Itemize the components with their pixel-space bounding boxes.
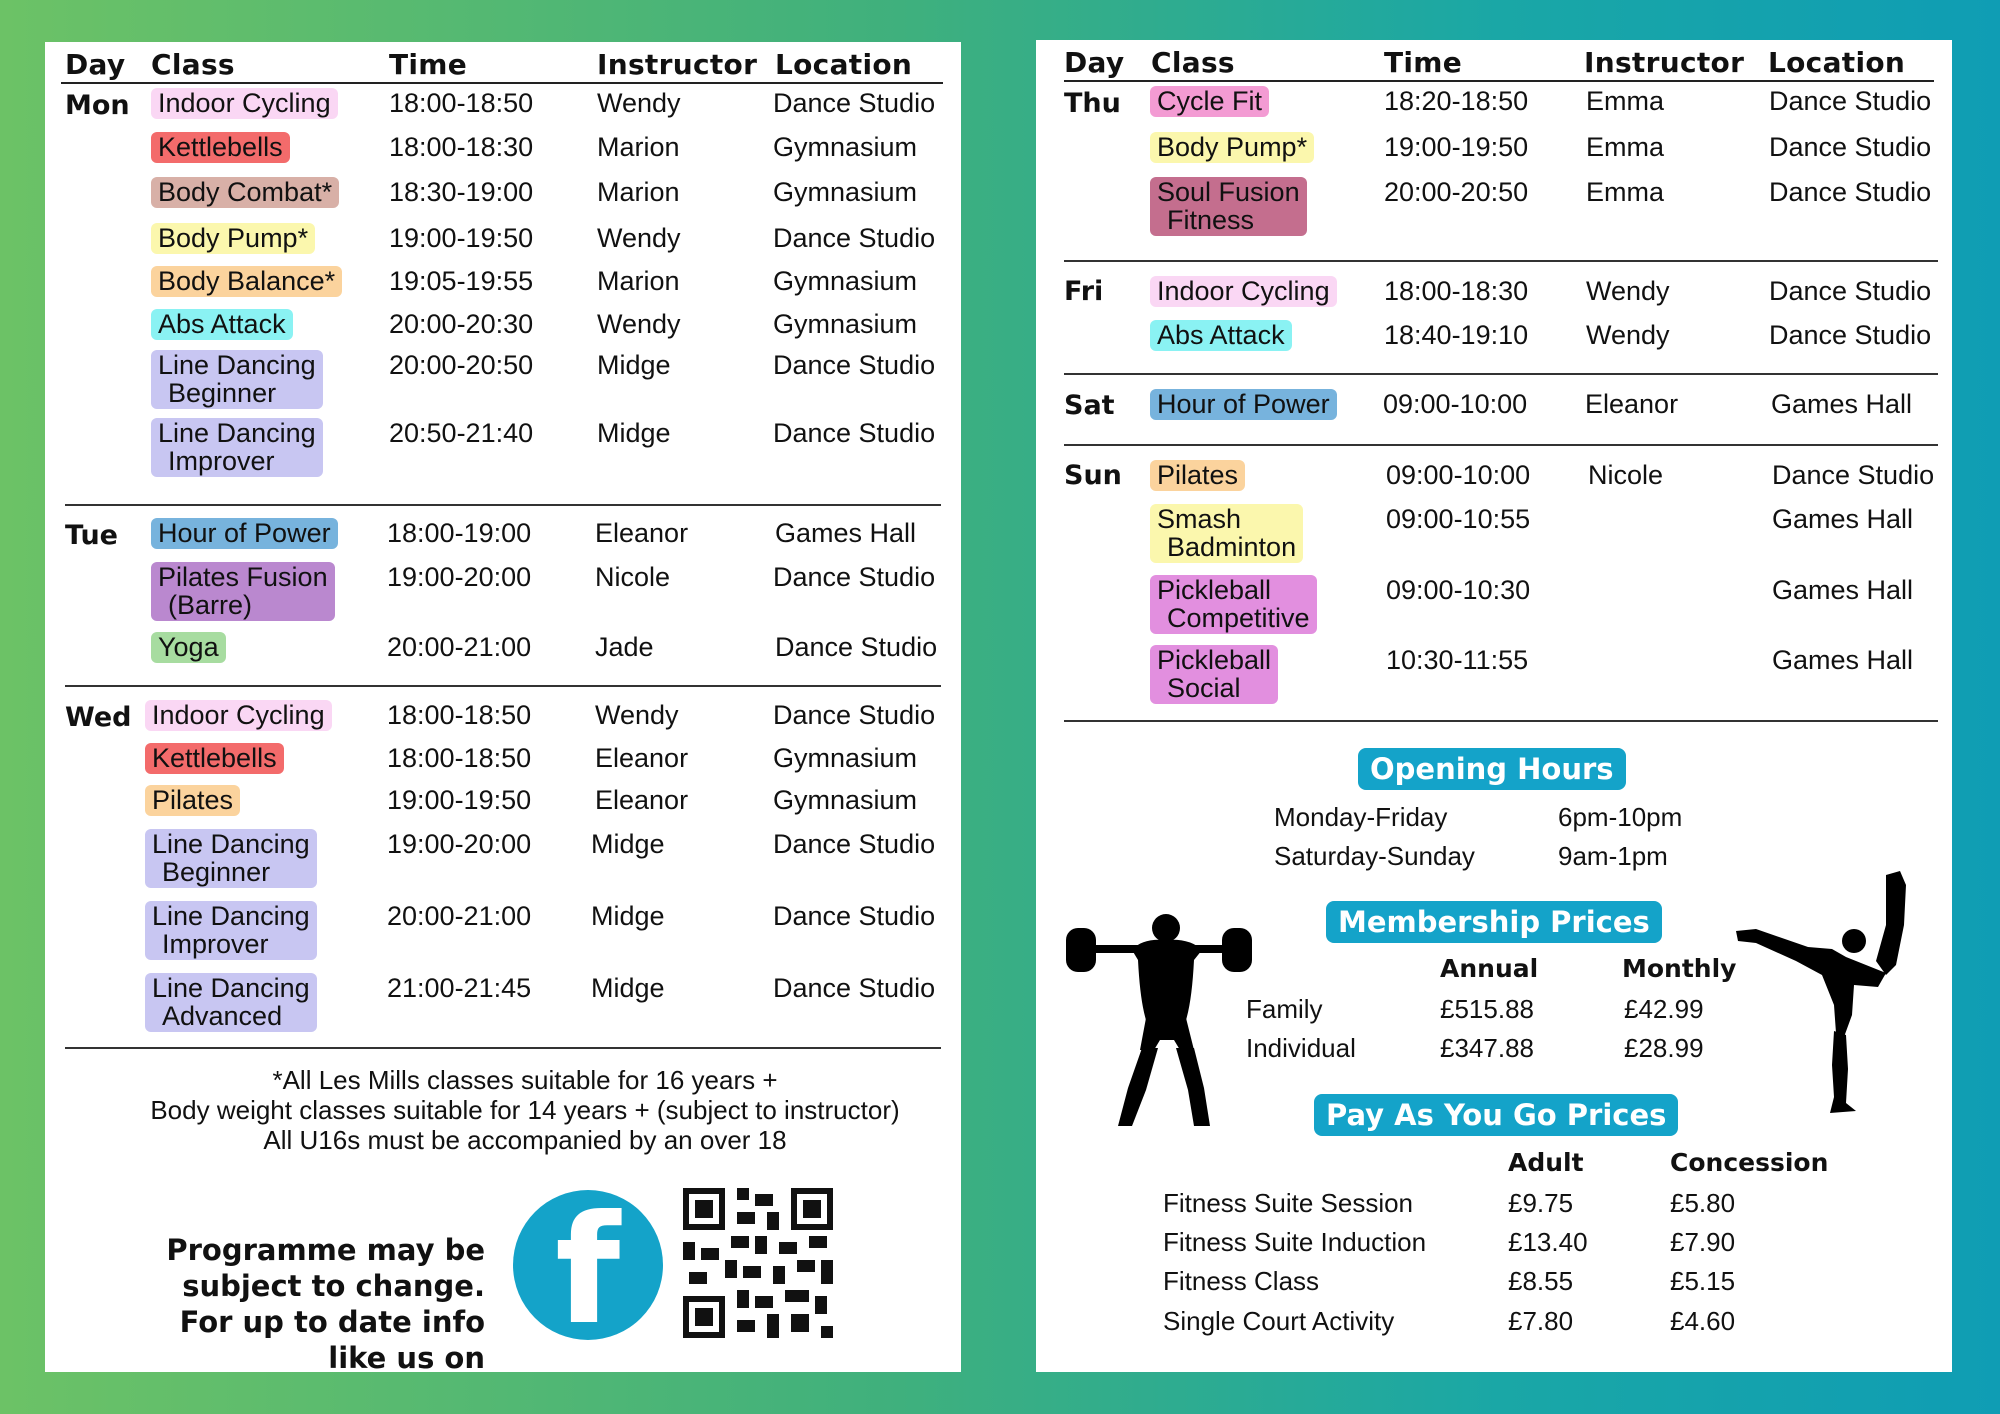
hours-label: Saturday-Sunday xyxy=(1274,841,1475,871)
time-cell: 20:00-21:00 xyxy=(387,632,532,662)
note-u16: All U16s must be accompanied by an over 18 xyxy=(263,1125,787,1155)
table-row xyxy=(45,901,961,959)
instructor-cell: Wendy xyxy=(597,223,681,253)
class-badge: Hour of Power xyxy=(1150,389,1337,420)
class-badge: Kettlebells xyxy=(145,743,284,774)
hours-value: 9am-1pm xyxy=(1558,841,1668,871)
payg-adult: £9.75 xyxy=(1508,1188,1574,1218)
table-row xyxy=(45,132,961,162)
table-row xyxy=(45,418,961,476)
location-cell: Gymnasium xyxy=(773,309,918,339)
class-badge: Line Dancing Advanced xyxy=(145,973,317,1032)
time-cell: 19:00-20:00 xyxy=(387,829,532,859)
programme-notice: Programme may be subject to change. For up to date info like us on xyxy=(166,1233,485,1375)
header-class: Class xyxy=(1151,46,1235,79)
time-cell: 19:00-19:50 xyxy=(1384,132,1529,162)
location-cell: Dance Studio xyxy=(773,700,936,730)
hours-label: Monday-Friday xyxy=(1274,802,1448,832)
table-row xyxy=(45,350,961,408)
time-cell: 21:00-21:45 xyxy=(387,973,532,1003)
hours-value: 6pm-10pm xyxy=(1558,802,1683,832)
instructor-cell: Nicole xyxy=(1588,460,1664,490)
class-badge: Body Balance* xyxy=(151,266,342,297)
timetable-right-panel xyxy=(1036,40,1952,1372)
class-badge: Indoor Cycling xyxy=(1150,276,1337,307)
day-divider xyxy=(1064,373,1938,375)
table-row xyxy=(45,309,961,339)
opening-hours-title: Opening Hours xyxy=(1358,748,1626,790)
facebook-icon[interactable]: f xyxy=(513,1190,663,1340)
location-cell: Dance Studio xyxy=(1769,276,1932,306)
note-body-weight: Body weight classes suitable for 14 years + (subject to instructor) xyxy=(150,1095,900,1125)
instructor-cell: Marion xyxy=(597,177,680,207)
instructor-cell: Midge xyxy=(597,350,671,380)
payg-label: Fitness Suite Induction xyxy=(1163,1227,1427,1257)
location-cell: Games Hall xyxy=(1771,389,1913,419)
membership-annual: £347.88 xyxy=(1440,1033,1534,1063)
instructor-cell: Midge xyxy=(591,973,665,1003)
header-rule xyxy=(61,82,943,84)
instructor-cell: Emma xyxy=(1586,132,1665,162)
location-cell: Dance Studio xyxy=(773,901,936,931)
header-instructor: Instructor xyxy=(1584,46,1745,79)
class-badge: Line Dancing Improver xyxy=(151,418,323,477)
instructor-cell: Emma xyxy=(1586,86,1665,116)
location-cell: Dance Studio xyxy=(775,632,938,662)
class-badge: Kettlebells xyxy=(151,132,290,163)
day-label: Tue xyxy=(65,520,118,551)
time-cell: 18:00-18:50 xyxy=(387,743,532,773)
instructor-cell: Eleanor xyxy=(1585,389,1679,419)
table-row xyxy=(45,223,961,253)
day-divider xyxy=(65,504,941,506)
payg-concession: £5.80 xyxy=(1670,1188,1736,1218)
payg-title: Pay As You Go Prices xyxy=(1314,1094,1678,1136)
location-cell: Gymnasium xyxy=(773,177,918,207)
table-row xyxy=(45,177,961,207)
class-badge: Body Pump* xyxy=(151,223,315,254)
class-badge: Indoor Cycling xyxy=(151,88,338,119)
location-cell: Games Hall xyxy=(775,518,917,548)
location-cell: Games Hall xyxy=(1772,645,1914,675)
instructor-cell: Eleanor xyxy=(595,785,689,815)
location-cell: Dance Studio xyxy=(773,562,936,592)
table-row xyxy=(1036,504,1952,562)
class-badge: Hour of Power xyxy=(151,518,338,549)
class-badge: Line Dancing Beginner xyxy=(151,350,323,409)
location-cell: Dance Studio xyxy=(773,88,936,118)
table-row xyxy=(1036,645,1952,703)
day-label: Wed xyxy=(65,702,132,733)
time-cell: 18:20-18:50 xyxy=(1384,86,1529,116)
instructor-cell: Midge xyxy=(591,901,665,931)
table-row xyxy=(45,785,961,815)
location-cell: Dance Studio xyxy=(1772,460,1935,490)
class-badge: Soul Fusion Fitness xyxy=(1150,177,1307,236)
instructor-cell: Eleanor xyxy=(595,743,689,773)
instructor-cell: Marion xyxy=(597,132,680,162)
table-row xyxy=(1036,177,1952,235)
table-row xyxy=(45,562,961,620)
instructor-cell: Nicole xyxy=(595,562,671,592)
payg-col-concession: Concession xyxy=(1670,1148,1829,1177)
location-cell: Dance Studio xyxy=(773,973,936,1003)
table-row xyxy=(1036,320,1952,350)
location-cell: Dance Studio xyxy=(1769,86,1932,116)
payg-label: Single Court Activity xyxy=(1163,1306,1395,1336)
class-badge: Pilates xyxy=(1150,460,1245,491)
membership-label: Family xyxy=(1246,994,1323,1024)
instructor-cell: Wendy xyxy=(597,309,681,339)
payg-concession: £5.15 xyxy=(1670,1266,1736,1296)
location-cell: Dance Studio xyxy=(773,223,936,253)
instructor-cell: Wendy xyxy=(1586,276,1670,306)
header-instructor: Instructor xyxy=(597,48,758,81)
note-les-mills: *All Les Mills classes suitable for 16 years + xyxy=(272,1065,778,1095)
instructor-cell: Marion xyxy=(597,266,680,296)
instructor-cell: Eleanor xyxy=(595,518,689,548)
time-cell: 09:00-10:55 xyxy=(1386,504,1531,534)
payg-col-adult: Adult xyxy=(1508,1148,1584,1177)
table-row xyxy=(1036,575,1952,633)
instructor-cell: Jade xyxy=(595,632,654,662)
class-badge: Indoor Cycling xyxy=(145,700,332,731)
time-cell: 10:30-11:55 xyxy=(1386,645,1529,675)
payg-label: Fitness Class xyxy=(1163,1266,1320,1296)
day-label: Mon xyxy=(65,90,130,121)
header-class: Class xyxy=(151,48,235,81)
location-cell: Games Hall xyxy=(1772,504,1914,534)
instructor-cell: Midge xyxy=(597,418,671,448)
class-badge: Line Dancing Beginner xyxy=(145,829,317,888)
location-cell: Gymnasium xyxy=(773,743,918,773)
class-badge: Cycle Fit xyxy=(1150,86,1269,117)
class-badge: Body Combat* xyxy=(151,177,339,208)
payg-concession: £4.60 xyxy=(1670,1306,1736,1336)
instructor-cell: Wendy xyxy=(597,88,681,118)
table-row xyxy=(45,266,961,296)
table-row xyxy=(45,829,961,887)
location-cell: Dance Studio xyxy=(773,350,936,380)
class-badge: Line Dancing Improver xyxy=(145,901,317,960)
day-divider xyxy=(1064,444,1938,446)
class-badge: Abs Attack xyxy=(151,309,293,340)
membership-monthly: £28.99 xyxy=(1624,1033,1704,1063)
instructor-cell: Wendy xyxy=(1586,320,1670,350)
day-label: Sat xyxy=(1064,390,1115,421)
membership-col-monthly: Monthly xyxy=(1622,954,1737,983)
time-cell: 18:00-18:50 xyxy=(389,88,534,118)
location-cell: Gymnasium xyxy=(773,132,918,162)
class-badge: Yoga xyxy=(151,632,226,663)
location-cell: Gymnasium xyxy=(773,785,918,815)
payg-adult: £13.40 xyxy=(1508,1227,1588,1257)
time-cell: 20:00-20:50 xyxy=(1384,177,1529,207)
time-cell: 20:00-20:50 xyxy=(389,350,534,380)
header-day: Day xyxy=(1064,46,1125,79)
membership-monthly: £42.99 xyxy=(1624,994,1704,1024)
time-cell: 18:40-19:10 xyxy=(1384,320,1529,350)
time-cell: 18:00-19:00 xyxy=(387,518,532,548)
payg-adult: £7.80 xyxy=(1508,1306,1574,1336)
timetable-left-panel xyxy=(45,42,961,1375)
time-cell: 09:00-10:00 xyxy=(1386,460,1531,490)
location-cell: Dance Studio xyxy=(1769,132,1932,162)
time-cell: 09:00-10:30 xyxy=(1386,575,1531,605)
day-label: Thu xyxy=(1064,88,1121,119)
time-cell: 18:30-19:00 xyxy=(389,177,534,207)
weightlifter-icon xyxy=(1062,900,1262,1132)
location-cell: Dance Studio xyxy=(773,829,936,859)
time-cell: 18:00-18:50 xyxy=(387,700,532,730)
header-time: Time xyxy=(389,48,468,81)
class-badge: Pickleball Social xyxy=(1150,645,1278,704)
time-cell: 20:50-21:40 xyxy=(389,418,534,448)
day-divider xyxy=(65,685,941,687)
header-location: Location xyxy=(1768,46,1906,79)
time-cell: 09:00-10:00 xyxy=(1383,389,1528,419)
day-label: Sun xyxy=(1064,460,1122,491)
location-cell: Games Hall xyxy=(1772,575,1914,605)
membership-label: Individual xyxy=(1246,1033,1356,1063)
section-divider xyxy=(1064,720,1938,722)
location-cell: Dance Studio xyxy=(773,418,936,448)
header-rule xyxy=(1064,80,1934,82)
time-cell: 19:05-19:55 xyxy=(389,266,534,296)
location-cell: Dance Studio xyxy=(1769,320,1932,350)
time-cell: 20:00-21:00 xyxy=(387,901,532,931)
header-day: Day xyxy=(65,48,126,81)
day-label: Fri xyxy=(1064,276,1104,307)
yoga-pose-icon xyxy=(1736,865,1932,1115)
time-cell: 19:00-20:00 xyxy=(387,562,532,592)
time-cell: 18:00-18:30 xyxy=(1384,276,1529,306)
class-badge: Pilates xyxy=(145,785,240,816)
location-cell: Dance Studio xyxy=(1769,177,1932,207)
class-badge: Pilates Fusion (Barre) xyxy=(151,562,335,621)
location-cell: Gymnasium xyxy=(773,266,918,296)
table-row xyxy=(45,743,961,773)
header-time: Time xyxy=(1384,46,1463,79)
header-location: Location xyxy=(775,48,913,81)
table-row xyxy=(1036,132,1952,162)
day-divider xyxy=(1064,260,1938,262)
payg-concession: £7.90 xyxy=(1670,1227,1736,1257)
time-cell: 20:00-20:30 xyxy=(389,309,534,339)
instructor-cell: Midge xyxy=(591,829,665,859)
table-row xyxy=(45,632,961,662)
qr-code-icon[interactable] xyxy=(683,1188,833,1338)
payg-adult: £8.55 xyxy=(1508,1266,1574,1296)
time-cell: 19:00-19:50 xyxy=(387,785,532,815)
class-badge: Abs Attack xyxy=(1150,320,1292,351)
instructor-cell: Emma xyxy=(1586,177,1665,207)
class-badge: Smash Badminton xyxy=(1150,504,1303,563)
membership-title: Membership Prices xyxy=(1326,901,1662,943)
membership-annual: £515.88 xyxy=(1440,994,1534,1024)
instructor-cell: Wendy xyxy=(595,700,679,730)
class-badge: Body Pump* xyxy=(1150,132,1314,163)
payg-label: Fitness Suite Session xyxy=(1163,1188,1414,1218)
time-cell: 19:00-19:50 xyxy=(389,223,534,253)
section-divider xyxy=(65,1047,941,1049)
class-badge: Pickleball Competitive xyxy=(1150,575,1317,634)
membership-col-annual: Annual xyxy=(1440,954,1539,983)
time-cell: 18:00-18:30 xyxy=(389,132,534,162)
table-row xyxy=(45,973,961,1031)
